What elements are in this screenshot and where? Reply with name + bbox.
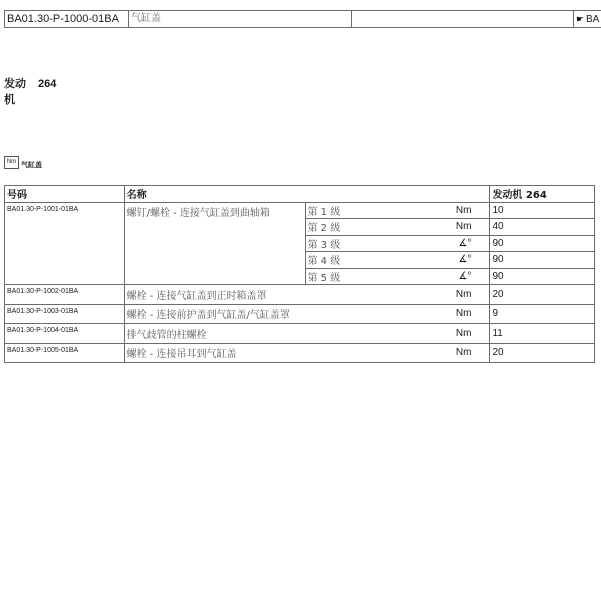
header-name: 名称 [124, 186, 490, 203]
torque-nm-icon: Nm [4, 156, 19, 169]
row-unit: Nm [436, 285, 490, 305]
header-empty-cell [352, 11, 574, 27]
table-row [5, 285, 595, 305]
row-code[interactable]: BA01.30-P-1001-01BA [5, 202, 125, 285]
row-code[interactable]: BA01.30-P-1004-01BA [5, 324, 125, 344]
engine-label-line1: 发动 [4, 77, 26, 90]
row-value: 9 [490, 304, 595, 324]
row-unit: ∡° [436, 252, 490, 269]
row-unit: Nm [436, 202, 490, 219]
row-value: 40 [490, 219, 595, 236]
table-header-row [5, 186, 595, 203]
row-stage: 第 1 级 [305, 202, 436, 219]
header-link-cell[interactable] [574, 11, 601, 27]
row-value: 20 [490, 343, 595, 363]
row-value: 11 [490, 324, 595, 344]
row-stage: 第 5 级 [305, 268, 436, 285]
row-name: 螺钉/螺栓 - 连接气缸盖到曲轴箱 [124, 202, 305, 285]
row-unit: ∡° [436, 235, 490, 252]
row-unit: ∡° [436, 268, 490, 285]
row-code[interactable]: BA01.30-P-1003-01BA [5, 304, 125, 324]
row-value: 20 [490, 285, 595, 305]
row-unit: Nm [436, 343, 490, 363]
table-row [5, 324, 595, 344]
row-unit: Nm [436, 219, 490, 236]
row-stage: 第 3 级 [305, 235, 436, 252]
table-row [5, 304, 595, 324]
row-unit: Nm [436, 304, 490, 324]
torque-spec-table [4, 185, 595, 363]
table-row [5, 202, 595, 219]
engine-label-line2: 机 [4, 93, 15, 106]
row-name: 螺栓 - 连接吊耳到气缸盖 [124, 343, 436, 363]
engine-number: 264 [38, 78, 57, 90]
table-row [5, 343, 595, 363]
document-name: 气缸盖 [129, 11, 352, 27]
row-value: 90 [490, 252, 595, 269]
row-unit: Nm [436, 324, 490, 344]
torque-caption: 气缸盖 [21, 161, 42, 169]
row-value: 10 [490, 202, 595, 219]
header-engine: 发动机 264 [490, 186, 595, 203]
pointing-hand-icon: ☛ [576, 14, 585, 24]
row-name: 螺栓 - 连接气缸盖到正时箱盖罩 [124, 285, 436, 305]
header-code: 号码 [5, 186, 125, 203]
document-header-row [4, 10, 601, 28]
row-code[interactable]: BA01.30-P-1005-01BA [5, 343, 125, 363]
row-name: 排气歧管的柱螺栓 [124, 324, 436, 344]
row-value: 90 [490, 268, 595, 285]
header-tag: BA [586, 14, 600, 25]
row-name: 螺栓 - 连接前护盖到气缸盖/气缸盖罩 [124, 304, 436, 324]
row-stage: 第 4 级 [305, 252, 436, 269]
row-code[interactable]: BA01.30-P-1002-01BA [5, 285, 125, 305]
row-stage: 第 2 级 [305, 219, 436, 236]
row-value: 90 [490, 235, 595, 252]
document-code: BA01.30-P-1000-01BA [5, 11, 129, 27]
engine-title [4, 76, 57, 108]
